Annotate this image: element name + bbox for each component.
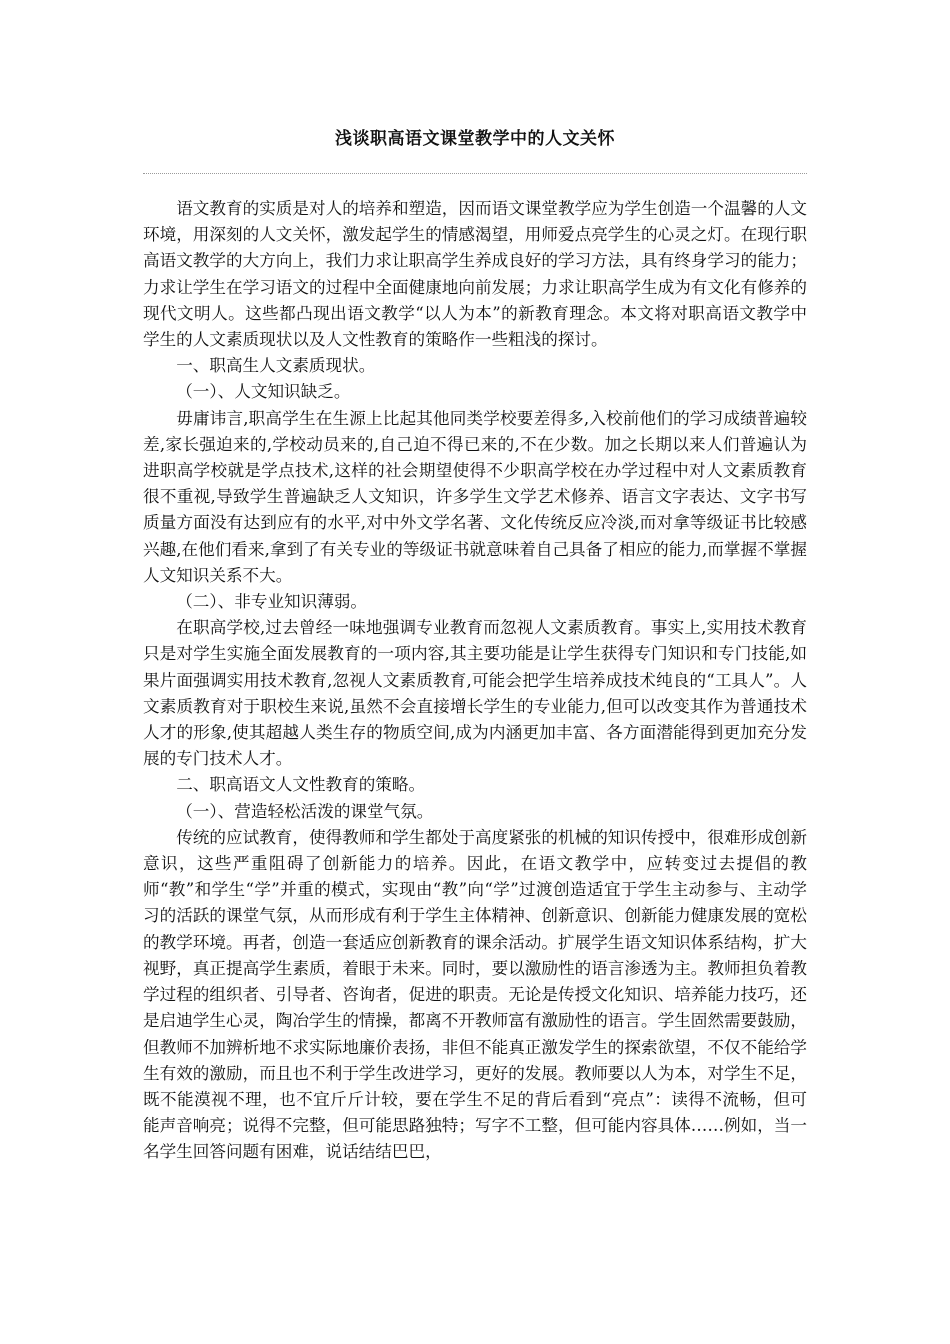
body-paragraph: 传统的应试教育，使得教师和学生都处于高度紧张的机械的知识传授中，很难形成创新意识，这些严重阻碍了创新能力的培养。因此，在语文教学中，应转变过去提倡的教师“教”和学生“学”并重的模式，实现由“教”向“学”过渡创造适宜于学生主动参与、主动学习的活跃的课堂气氛，从而形成有利于学生主体精神、创新意识、创新能力健康发展的宽松的教学环境。再者，创造一套适应创新教育的课余活动。扩展学生语文知识体系结构，扩大视野，真正提高学生素质，着眼于未来。同时，要以激励性的语言渗透为主。教师担负着教学过程的组织者、引导者、咨询者，促进的职责。无论是传授文化知识、培养能力技巧，还是启迪学生心灵，陶冶学生的情操，都离不开教师富有激励性的语言。学生固然需要鼓励，但教师不加辨析地不求实际地廉价表扬，非但不能真正激发学生的探索欲望，不仅不能给学生有效的激励，而且也不利于学生改进学习，更好的发展。教师要以人为本，对学生不足，既不能漠视不理，也不宜斤斤计较，要在学生不足的背后看到“亮点”：读得不流畅，但可能声音响亮；说得不完整，但可能思路独特；写字不工整，但可能内容具体……例如，当一名学生回答问题有困难，说话结结巴巴， <box>143 827 807 1162</box>
body-paragraph: 毋庸讳言,职高学生在生源上比起其他同类学校要差得多,入校前他们的学习成绩普遍较差,家长强迫来的,学校动员来的,自己迫不得已来的,不在少数。加之长期以来人们普遍认为进职高学校就是学点技术,这样的社会期望使得不少职高学校在办学过程中对人文素质教育很不重视,导致学生普遍缺乏人文知识，许多学生文学艺术修养、语言文字表达、文字书写质量方面没有达到应有的水平,对中外文学名著、文化传统反应冷淡,而对拿等级证书比较感兴趣,在他们看来,拿到了有关专业的等级证书就意味着自己具备了相应的能力,而掌握不掌握人文知识关系不大。 <box>143 408 807 585</box>
subsection-heading-2-1: （一）、营造轻松活泼的课堂气氛。 <box>176 801 434 821</box>
section-heading-1: 一、职高生人文素质现状。 <box>176 356 376 376</box>
intro-paragraph: 语文教育的实质是对人的培养和塑造，因而语文课堂教学应为学生创造一个温馨的人文环境，用深刻的人文关怀，激发起学生的情感渴望，用师爱点亮学生的心灵之灯。在现行职高语文教学的大方向上，我们力求让职高学生养成良好的学习方法，具有终身学习的能力；力求让学生在学习语文的过程中全面健康地向前发展；力求让职高学生成为有文化有修养的现代文明人。这些都凸现出语文教学“以人为本”的新教育理念。本文将对职高语文教学中学生的人文素质现状以及人文性教育的策略作一些粗浅的探讨。 <box>143 199 807 350</box>
subsection-heading-1-2: （二）、非专业知识薄弱。 <box>176 592 368 612</box>
title-divider <box>143 173 807 174</box>
document-body <box>143 196 807 1166</box>
body-paragraph: 在职高学校,过去曾经一味地强调专业教育而忽视人文素质教育。事实上,实用技术教育只是对学生实施全面发展教育的一项内容,其主要功能是让学生获得专门知识和专门技能,如果片面强调实用技术教育,忽视人文素质教育,可能会把学生培养成技术纯良的“工具人”。人文素质教育对于职校生来说,虽然不会直接增长学生的专业能力,但可以改变其作为普通技术人才的形象,使其超越人类生存的物质空间,成为内涵更加丰富、各方面潜能得到更加充分发展的专门技术人才。 <box>143 618 807 769</box>
subsection-heading-1-1: （一）、人文知识缺乏。 <box>176 382 351 402</box>
section-heading-2: 二、职高语文人文性教育的策略。 <box>176 775 426 795</box>
document-title: 浅谈职高语文课堂教学中的人文关怀 <box>335 129 615 149</box>
